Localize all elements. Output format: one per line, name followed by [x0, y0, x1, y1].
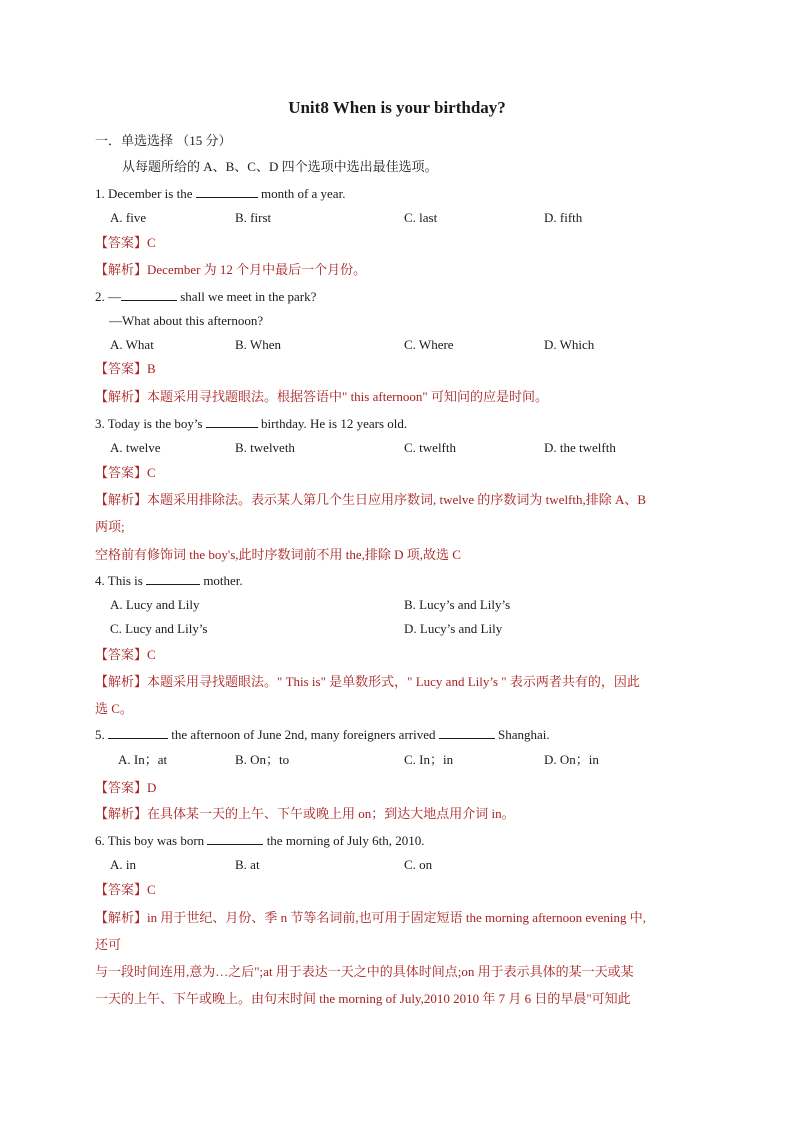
stem-part: the afternoon of June 2nd, many foreigners arrived [171, 727, 436, 742]
analysis-text: 本题采用寻找题眼法。根据答语中" this afternoon" 可知问的应是时间。 [147, 389, 548, 404]
analysis-continuation: 与一段时间连用,意为…之后";at 用于表达一天之中的具体时间点;on 用于表示具体的某一天或某 [95, 964, 634, 979]
answer-line [95, 360, 156, 377]
analysis-text: 本题采用寻找题眼法。" This is" 是单数形式，" Lucy and Lily’s " 表示两者共有的，因此 [147, 674, 640, 689]
option: B. twelveth [235, 440, 295, 455]
stem-part: month of a year. [260, 186, 346, 201]
answer-value: C [147, 235, 156, 250]
answer-blank [146, 572, 200, 585]
stem-part: 2. — [95, 289, 121, 304]
analysis-continuation: 一天的上午、下午或晚上。由句末时间 the morning of July,2010 2010 年 7 月 6 日的早晨"可知此 [95, 991, 631, 1006]
option: C. Where [404, 337, 454, 352]
analysis-text: in 用于世纪、月份、季 n 节等名词前,也可用于固定短语 the morning afternoon evening 中, [147, 910, 647, 925]
option: B. at [235, 857, 260, 872]
answer-blank [196, 185, 258, 198]
option: D. the twelfth [544, 440, 616, 455]
stem-part: 5. [95, 727, 105, 742]
option: D. On；in [544, 752, 599, 767]
analysis-tag: 【解析】 [95, 262, 148, 277]
answer-tag: 【答案】 [95, 361, 148, 376]
analysis-line [95, 805, 515, 822]
analysis-tag: 【解析】 [95, 492, 148, 507]
option: C. In；in [404, 752, 454, 767]
option: A. In；at [118, 752, 168, 767]
answer-value: D [147, 780, 157, 795]
answer-line [95, 646, 156, 663]
analysis-line [95, 491, 646, 508]
analysis-text: 在具体某一天的上午、下午或晚上用 on；到达大地点用介词 in。 [147, 806, 515, 821]
analysis-continuation: 空格前有修饰词 the boy's,此时序数词前不用 the,排除 D 项,故选 C [95, 547, 461, 562]
question-3-stem [95, 415, 407, 432]
answer-line [95, 234, 156, 251]
option: C. on [404, 857, 433, 872]
answer-value: B [147, 361, 156, 376]
stem-part: shall we meet in the park? [180, 289, 317, 304]
option: A. What [110, 337, 154, 352]
answer-blank [207, 832, 263, 845]
stem-part: 3. Today is the boy’s [95, 416, 203, 431]
option: B. first [235, 210, 272, 225]
question-6-stem [95, 832, 424, 849]
option: B. Lucy’s and Lily’s [404, 597, 511, 612]
option: B. When [235, 337, 281, 352]
stem-part: mother. [203, 573, 243, 588]
section-heading: 一．单选选择 （15 分） [95, 133, 232, 148]
analysis-tag: 【解析】 [95, 910, 148, 925]
stem-part: birthday. He is 12 years old. [261, 416, 408, 431]
answer-value: C [147, 882, 156, 897]
option: A. five [110, 210, 147, 225]
analysis-continuation: 两项; [95, 519, 125, 534]
answer-tag: 【答案】 [95, 647, 148, 662]
answer-blank [108, 726, 168, 739]
answer-blank [439, 726, 495, 739]
answer-blank [206, 415, 258, 428]
question-4-stem [95, 572, 243, 589]
stem-part: 6. This boy was born [95, 833, 205, 848]
answer-line [95, 881, 156, 898]
analysis-text: December 为 12 个月中最后一个月份。 [147, 262, 367, 277]
analysis-line [95, 261, 366, 278]
answer-value: C [147, 647, 156, 662]
analysis-text: 本题采用排除法。表示某人第几个生日应用序数词, twelve 的序数词为 twelfth,排除 A、B [147, 492, 647, 507]
answer-tag: 【答案】 [95, 465, 148, 480]
option: D. Lucy’s and Lily [404, 621, 503, 636]
answer-tag: 【答案】 [95, 235, 148, 250]
answer-line [95, 464, 156, 481]
question-1-stem [95, 185, 345, 202]
analysis-tag: 【解析】 [95, 674, 148, 689]
instruction: 从每题所给的 A、B、C、D 四个选项中选出最佳选项。 [122, 159, 438, 174]
stem-part: Shanghai. [498, 727, 550, 742]
analysis-continuation: 还可 [95, 937, 122, 952]
option: D. fifth [544, 210, 583, 225]
analysis-tag: 【解析】 [95, 389, 148, 404]
analysis-continuation: 选 C。 [95, 701, 133, 716]
analysis-line [95, 388, 548, 405]
stem-part: 4. This is [95, 573, 143, 588]
option: A. in [110, 857, 136, 872]
question-2-reply: —What about this afternoon? [109, 313, 264, 328]
answer-blank [121, 288, 177, 301]
answer-tag: 【答案】 [95, 882, 148, 897]
stem-part: the morning of July 6th, 2010. [266, 833, 425, 848]
option: A. twelve [110, 440, 161, 455]
option: A. Lucy and Lily [110, 597, 200, 612]
answer-tag: 【答案】 [95, 780, 148, 795]
option: B. On；to [235, 752, 290, 767]
answer-value: C [147, 465, 156, 480]
analysis-line [95, 909, 646, 926]
option: C. last [404, 210, 438, 225]
page-title: Unit8 When is your birthday? [288, 98, 506, 117]
analysis-tag: 【解析】 [95, 806, 148, 821]
option: C. twelfth [404, 440, 456, 455]
answer-line [95, 779, 156, 796]
question-2-stem [95, 288, 316, 305]
option: C. Lucy and Lily’s [110, 621, 208, 636]
analysis-line [95, 673, 640, 690]
question-5-stem [95, 726, 550, 743]
stem-part: 1. December is the [95, 186, 193, 201]
option: D. Which [544, 337, 595, 352]
